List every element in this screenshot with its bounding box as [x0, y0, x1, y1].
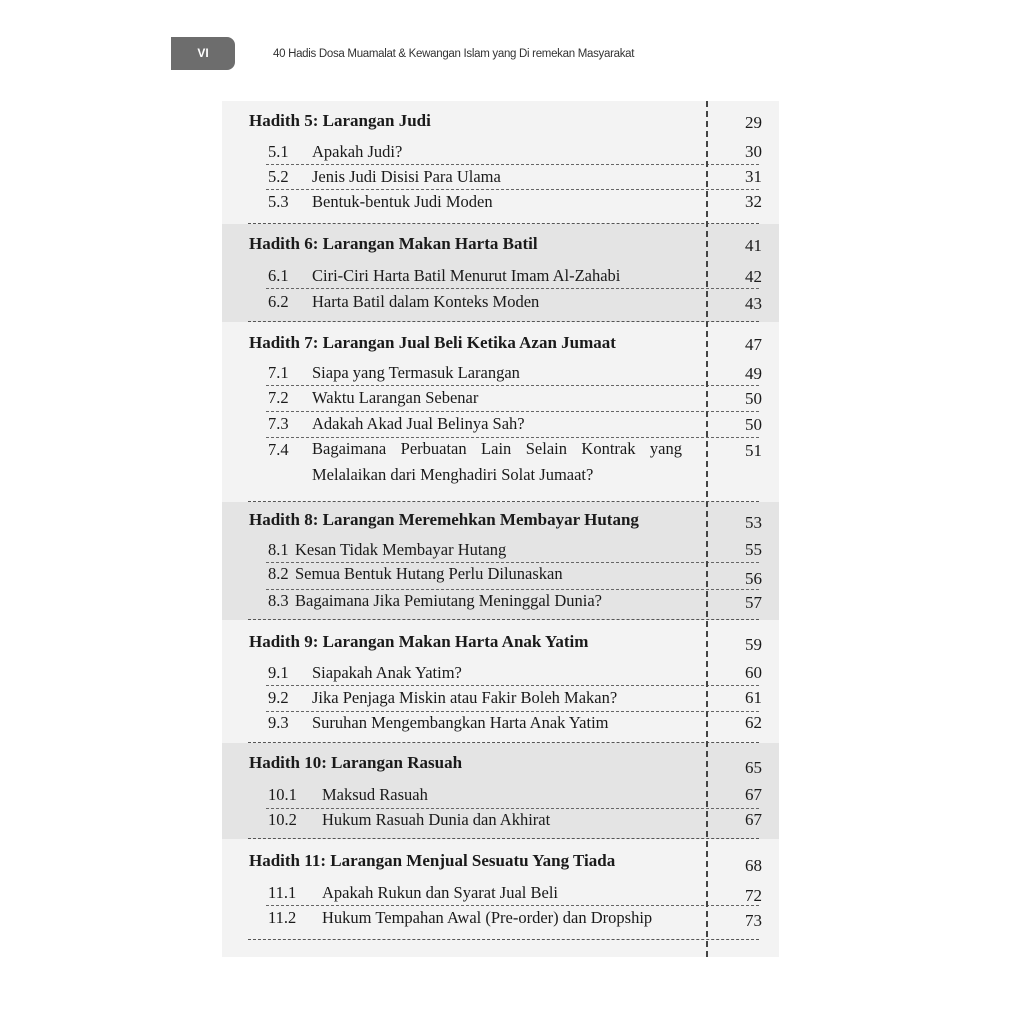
toc-page-number: 57: [745, 593, 762, 612]
toc-item-title: Hukum Tempahan Awal (Pre-order) dan Dropship: [322, 908, 653, 927]
toc-page-number: 50: [745, 389, 762, 408]
toc-page-number: 72: [745, 886, 762, 905]
toc-section-hadith-11: [222, 839, 779, 940]
toc-item[interactable]: [222, 439, 779, 495]
toc-item-title: Waktu Larangan Sebenar: [312, 388, 479, 407]
toc-item[interactable]: [222, 264, 779, 289]
toc-section-hadith-7: [222, 322, 779, 502]
toc-item-title: Ciri-Ciri Harta Batil Menurut Imam Al-Zahabi: [312, 266, 621, 285]
toc-item-number: 7.2: [268, 388, 289, 407]
toc-item-title: Siapa yang Termasuk Larangan: [312, 363, 520, 382]
toc-page-number: 61: [745, 688, 762, 707]
toc-heading: Hadith 11: Larangan Menjual Sesuatu Yang Tiada: [249, 851, 616, 870]
toc-item-number: 10.2: [268, 810, 297, 829]
toc-page-number: 56: [745, 569, 762, 588]
toc-item-title: Harta Batil dalam Konteks Moden: [312, 292, 540, 311]
toc-item[interactable]: [222, 907, 779, 933]
toc-item-number: 6.1: [268, 266, 289, 285]
toc-page-number: 67: [745, 810, 762, 829]
toc-item[interactable]: [222, 191, 779, 217]
toc-page-number: 41: [745, 236, 762, 255]
toc-page-number: 42: [745, 267, 762, 286]
toc-heading: Hadith 9: Larangan Makan Harta Anak Yatim: [249, 632, 589, 651]
toc-heading-row[interactable]: [222, 333, 779, 359]
toc-item-number: 7.1: [268, 363, 289, 382]
toc-page-number: 49: [745, 364, 762, 383]
toc-item-title: Hukum Rasuah Dunia dan Akhirat: [322, 810, 551, 829]
toc-item[interactable]: [222, 564, 779, 590]
toc-item-number: 9.3: [268, 713, 289, 732]
toc-item[interactable]: [222, 413, 779, 438]
toc-item-title: Jika Penjaga Miskin atau Fakir Boleh Makan?: [312, 688, 618, 707]
toc-item-title: Bagaimana Perbuatan Lain Selain Kontrak yang Melalaikan dari Menghadiri Solat Jumaat?: [312, 439, 682, 484]
toc-item-number: 5.2: [268, 167, 289, 186]
toc-page-number: 73: [745, 911, 762, 930]
toc-item-title: Jenis Judi Disisi Para Ulama: [312, 167, 501, 186]
toc-item-number: 8.2: [268, 564, 289, 583]
toc-page-number: 43: [745, 294, 762, 313]
running-header-title: 40 Hadis Dosa Muamalat & Kewangan Islam yang Di remekan Masyarakat: [273, 48, 635, 60]
toc-section-hadith-8: [222, 502, 779, 620]
toc-item-number: 9.1: [268, 663, 289, 682]
toc-item-number: 7.4: [268, 440, 289, 459]
toc-item[interactable]: [222, 591, 779, 617]
toc-section-hadith-6: [222, 224, 779, 322]
toc-heading: Hadith 6: Larangan Makan Harta Batil: [249, 234, 538, 253]
toc-page-number: 29: [745, 113, 762, 132]
table-of-contents: [222, 101, 779, 957]
toc-item-title: Apakah Judi?: [312, 142, 403, 161]
page-number-tab: [171, 37, 235, 70]
toc-item-title: Semua Bentuk Hutang Perlu Dilunaskan: [295, 564, 563, 583]
toc-heading-row[interactable]: [222, 510, 779, 536]
toc-item-number: 6.2: [268, 292, 289, 311]
toc-item[interactable]: [222, 810, 779, 836]
toc-item-title: Suruhan Mengembangkan Harta Anak Yatim: [312, 713, 609, 732]
toc-item[interactable]: [222, 687, 779, 712]
toc-section-hadith-10: [222, 743, 779, 839]
toc-item[interactable]: [222, 662, 779, 686]
toc-item[interactable]: [222, 387, 779, 412]
toc-page-number: 30: [745, 142, 762, 161]
toc-heading-row[interactable]: [222, 753, 779, 779]
toc-page-number: 59: [745, 635, 762, 654]
toc-item-title: Bentuk-bentuk Judi Moden: [312, 192, 493, 211]
toc-page-number: 60: [745, 663, 762, 682]
toc-heading-row[interactable]: [222, 851, 779, 877]
toc-item-number: 11.1: [268, 883, 297, 902]
toc-item-number: 11.2: [268, 908, 297, 927]
toc-item-title: Kesan Tidak Membayar Hutang: [295, 540, 507, 559]
toc-page-number: 55: [745, 540, 762, 559]
toc-section-hadith-9: [222, 620, 779, 743]
toc-item-number: 8.1: [268, 540, 289, 559]
toc-heading: Hadith 8: Larangan Meremehkan Membayar Hutang: [249, 510, 639, 529]
toc-page-number: 31: [745, 167, 762, 186]
toc-item[interactable]: [222, 166, 779, 190]
toc-item-title: Apakah Rukun dan Syarat Jual Beli: [322, 883, 558, 902]
toc-item[interactable]: [222, 882, 779, 906]
toc-item-number: 5.1: [268, 142, 289, 161]
page-column-divider: [706, 101, 708, 957]
toc-page-number: 67: [745, 785, 762, 804]
toc-heading: Hadith 5: Larangan Judi: [249, 111, 431, 130]
toc-heading-row[interactable]: [222, 632, 779, 658]
toc-item[interactable]: [222, 713, 779, 739]
toc-item-title: Bagaimana Jika Pemiutang Meninggal Dunia?: [295, 591, 603, 610]
toc-item-title: Adakah Akad Jual Belinya Sah?: [312, 414, 525, 433]
toc-item-number: 10.1: [268, 785, 297, 804]
page-number: VI: [197, 46, 209, 60]
toc-item-title: Maksud Rasuah: [322, 785, 428, 804]
toc-item[interactable]: [222, 290, 779, 316]
toc-heading: Hadith 10: Larangan Rasuah: [249, 753, 463, 772]
toc-heading: Hadith 7: Larangan Jual Beli Ketika Azan Jumaat: [249, 333, 616, 352]
toc-item[interactable]: [222, 141, 779, 165]
toc-page-number: 65: [745, 758, 762, 777]
toc-item[interactable]: [222, 539, 779, 563]
toc-item-number: 7.3: [268, 414, 289, 433]
toc-page-number: 47: [745, 335, 762, 354]
toc-item-number: 8.3: [268, 591, 289, 610]
toc-item-number: 5.3: [268, 192, 289, 211]
toc-item[interactable]: [222, 784, 779, 809]
toc-section-hadith-5: [222, 101, 779, 224]
toc-heading-row[interactable]: [222, 111, 779, 137]
toc-item-title: Siapakah Anak Yatim?: [312, 663, 462, 682]
toc-page-number: 51: [745, 441, 762, 460]
toc-item-number: 9.2: [268, 688, 289, 707]
toc-page-number: 62: [745, 713, 762, 732]
toc-item[interactable]: [222, 362, 779, 386]
toc-page-number: 53: [745, 513, 762, 532]
toc-page-number: 68: [745, 856, 762, 875]
toc-heading-row[interactable]: [222, 234, 779, 260]
toc-page-number: 50: [745, 415, 762, 434]
toc-page-number: 32: [745, 192, 762, 211]
